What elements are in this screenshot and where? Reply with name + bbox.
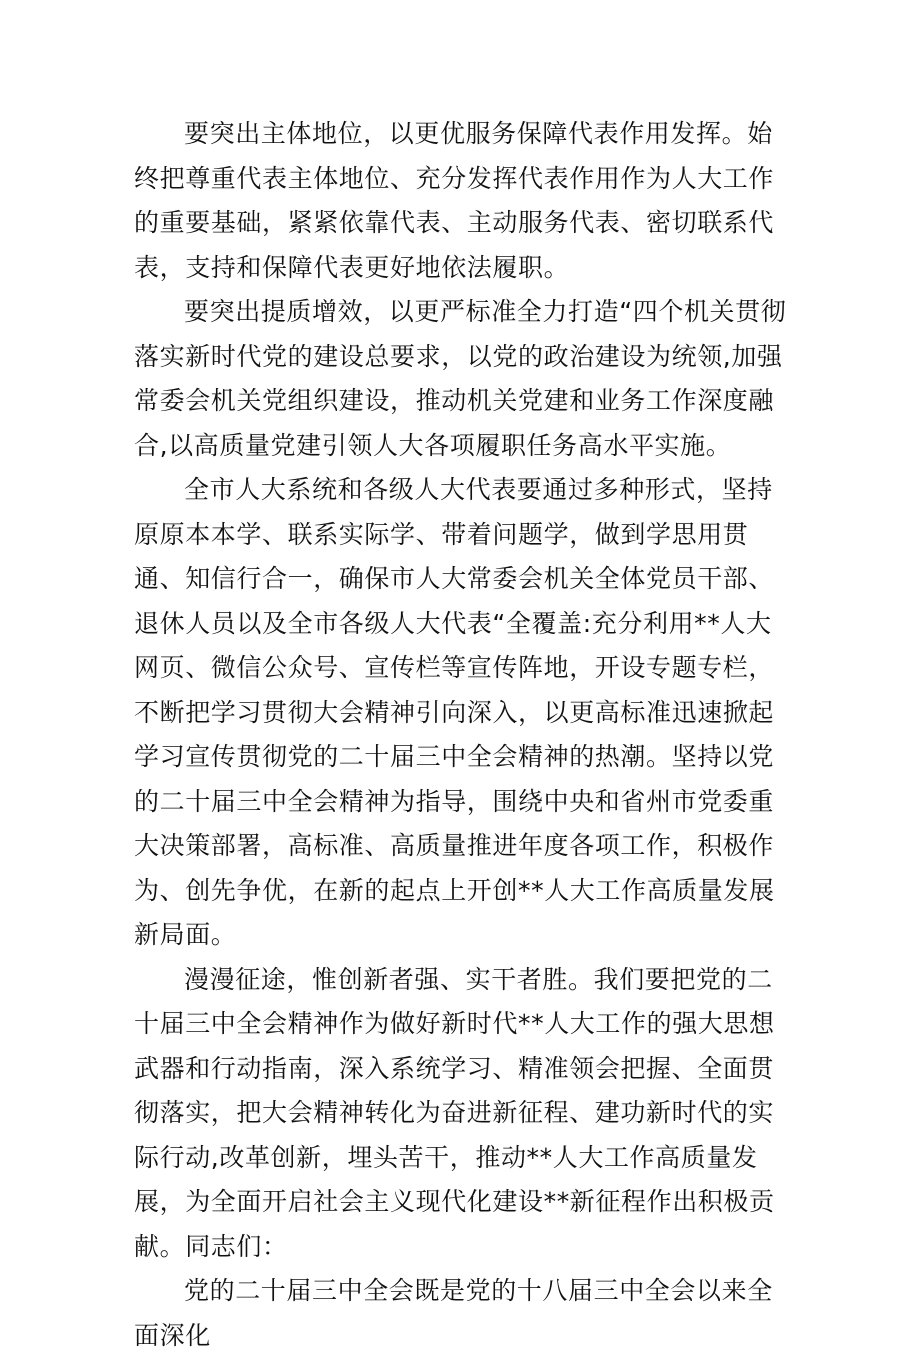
paragraph-support-delegates: 要突出主体地位，以更优服务保障代表作用发挥。始终把尊重代表主体地位、充分发挥代表作用作为人大工作的重要基础，紧紧依靠代表、主动服务代表、密切联系代表，支持和保障代表更好地依法履职。 bbox=[134, 119, 775, 282]
paragraph-long-journey: 漫漫征途，惟创新者强、实干者胜。我们要把党的二十届三中全会精神作为做好新时代**人大工作的强大思想武器和行动指南，深入系统学习、精准领会把握、全面贯彻落实，把大会精神转化为奋进新征程、建功新时代的实际行动,改革创新，埋头苦干，推动**人大工作高质量发展，为全面开启社会主义现代化建设**新征程作出积极贡献。同志们： bbox=[134, 964, 775, 1261]
paragraph-third-plenary: 党的二十届三中全会既是党的十八届三中全会以来全面深化 bbox=[134, 1276, 773, 1350]
paragraph-quality-efficiency: 要突出提质增效，以更严标准全力打造“四个机关贯彻落实新时代党的建设总要求，以党的政治建设为统领,加强常委会机关党组织建设，推动机关党建和业务工作深度融合,以高质量党建引领人大各项履职任务高水平实施。 bbox=[134, 297, 787, 460]
document-body bbox=[134, 112, 794, 1358]
paragraph-study-implementation: 全市人大系统和各级人大代表要通过多种形式，坚持原原本本学、联系实际学、带着问题学，做到学思用贯通、知信行合一，确保市人大常委会机关全体党员干部、退休人员以及全市各级人大代表“全覆盖:充分利用**人大网页、微信公众号、宣传栏等宣传阵地，开设专题专栏，不断把学习贯彻大会精神引向深入，以更高标准迅速掀起学习宣传贯彻党的二十届三中全会精神的热潮。坚持以党的二十届三中全会精神为指导，围绕中央和省州市党委重大决策部署，高标准、高质量推进年度各项工作，积极作为、创先争优，在新的起点上开创**人大工作高质量发展新局面。 bbox=[134, 475, 775, 949]
